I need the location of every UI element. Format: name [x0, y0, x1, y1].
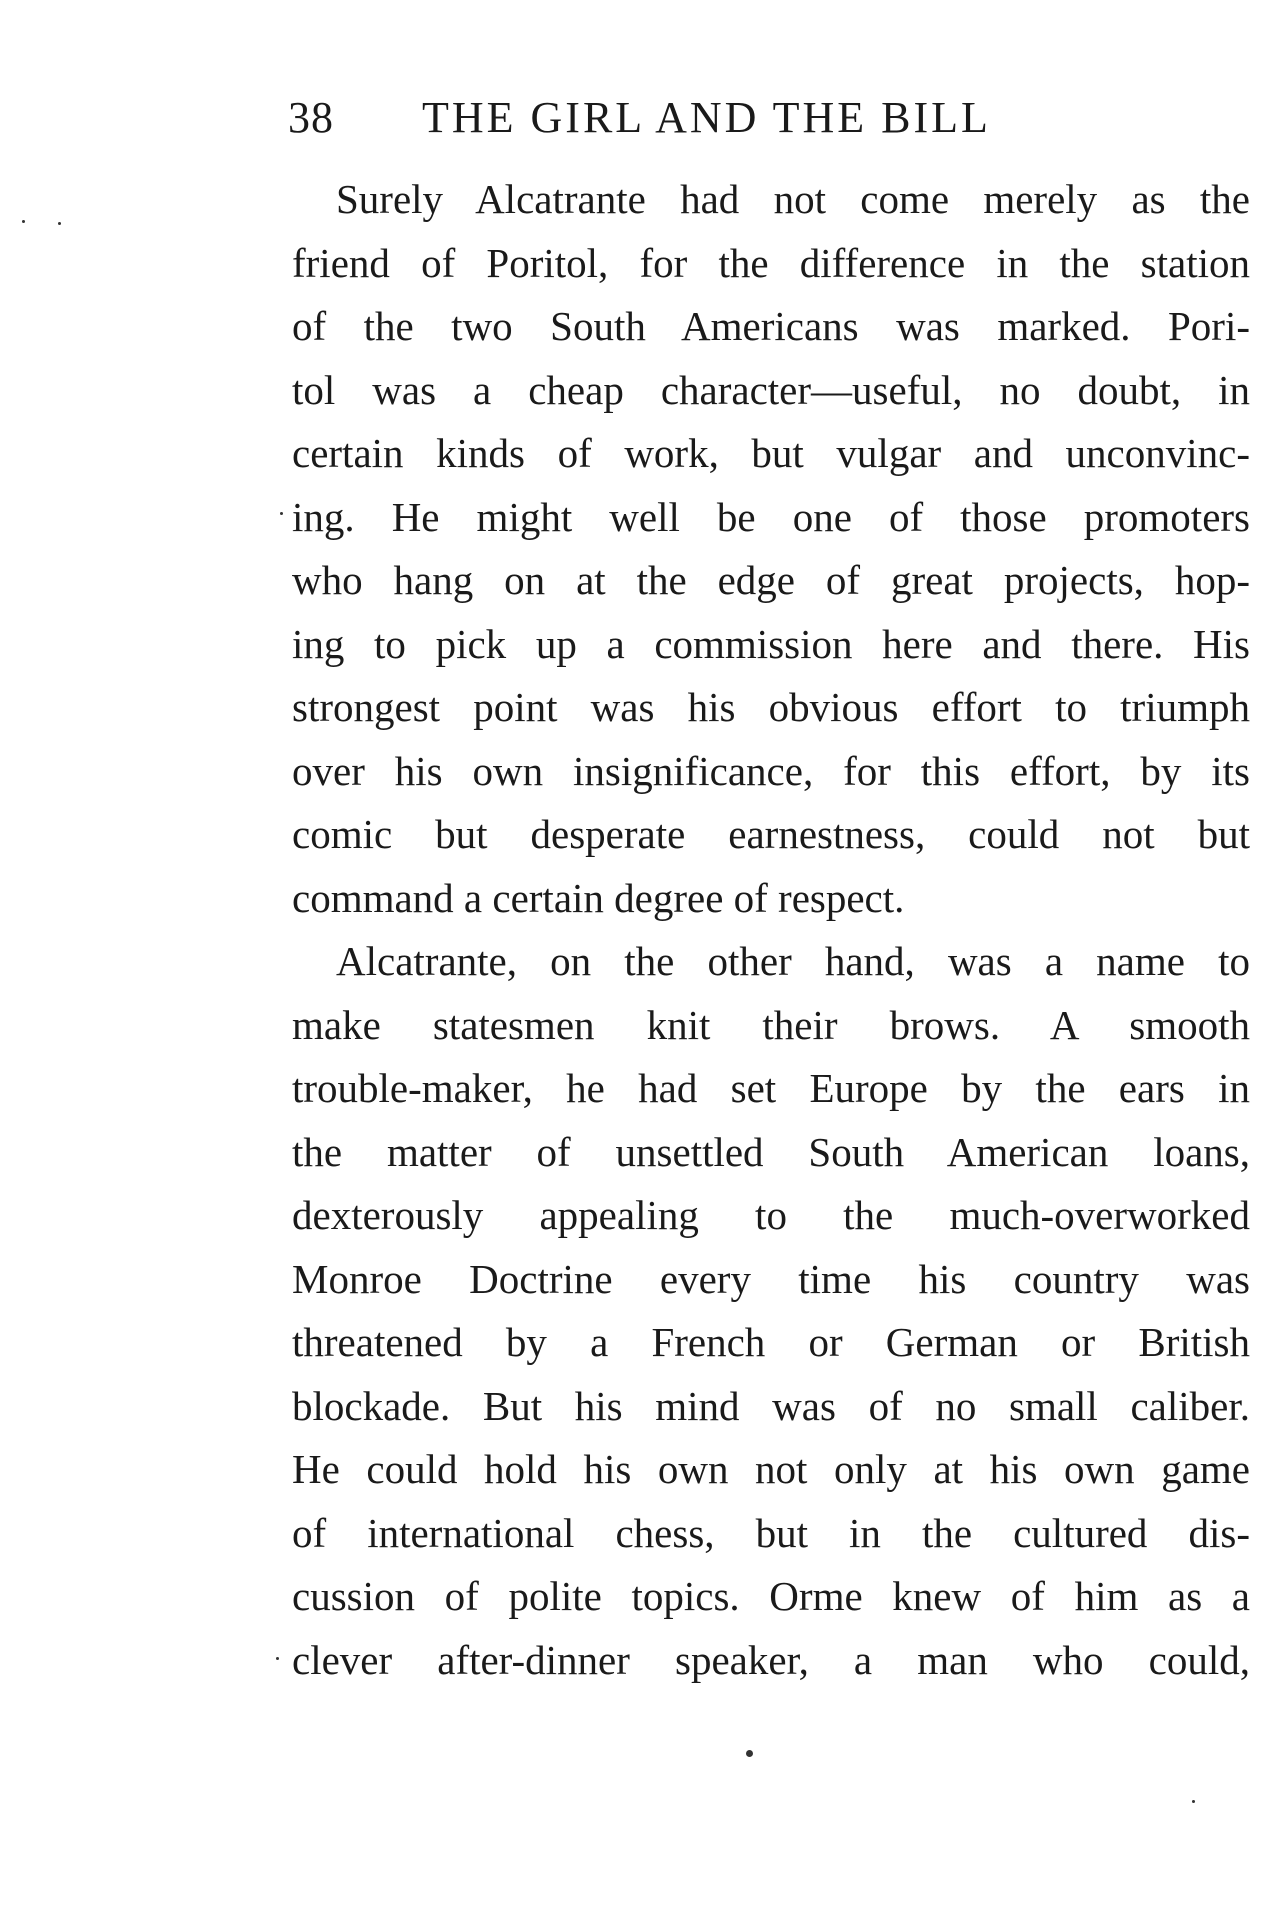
scan-speck	[58, 222, 61, 225]
text-line: blockade. But his mind was of no small caliber.	[292, 1382, 1250, 1429]
text-line: comic but desperate earnestness, could not but	[292, 811, 1250, 857]
text-line: who hang on at the edge of great projects, hop-	[292, 557, 1250, 603]
scan-speck	[1192, 1800, 1195, 1803]
text-line: clever after-dinner speaker, a man who could,	[292, 1636, 1250, 1683]
text-line: ing. He might well be one of those promoters	[292, 493, 1250, 540]
running-title: THE GIRL AND THE BILL	[422, 93, 991, 142]
scan-speck	[280, 512, 283, 515]
scan-speck	[22, 220, 25, 223]
text-line: of international chess, but in the cultured dis-	[292, 1509, 1250, 1556]
text-line: of the two South Americans was marked. Pori-	[292, 303, 1250, 349]
text-line: cussion of polite topics. Orme knew of him as a	[292, 1573, 1250, 1619]
scan-speck	[746, 1750, 753, 1757]
text-line: ing to pick up a commission here and there. His	[292, 620, 1250, 667]
text-line: strongest point was his obvious effort to triumph	[292, 684, 1250, 730]
scan-speck	[276, 1657, 279, 1660]
text-line: dexterously appealing to the much-overworked	[292, 1192, 1250, 1238]
text-line: the matter of unsettled South American loans,	[292, 1128, 1250, 1175]
text-line: Alcatrante, on the other hand, was a name to	[336, 938, 1250, 984]
body-text	[292, 168, 1250, 1692]
text-line: trouble-maker, he had set Europe by the ears in	[292, 1065, 1250, 1111]
text-line: He could hold his own not only at his own game	[292, 1446, 1250, 1492]
page-number: 38	[288, 93, 334, 142]
text-line: tol was a cheap character—useful, no doubt, in	[292, 366, 1250, 413]
text-line: Monroe Doctrine every time his country was	[292, 1255, 1250, 1302]
text-line: make statesmen knit their brows. A smooth	[292, 1001, 1250, 1048]
text-line: friend of Poritol, for the difference in the station	[292, 239, 1250, 286]
text-line: certain kinds of work, but vulgar and unconvinc-	[292, 430, 1250, 476]
running-head	[288, 92, 1148, 148]
text-line: over his own insignificance, for this effort, by its	[292, 747, 1250, 794]
text-line: command a certain degree of respect.	[292, 874, 905, 921]
text-line: Surely Alcatrante had not come merely as the	[336, 176, 1250, 222]
text-line: threatened by a French or German or British	[292, 1319, 1250, 1365]
